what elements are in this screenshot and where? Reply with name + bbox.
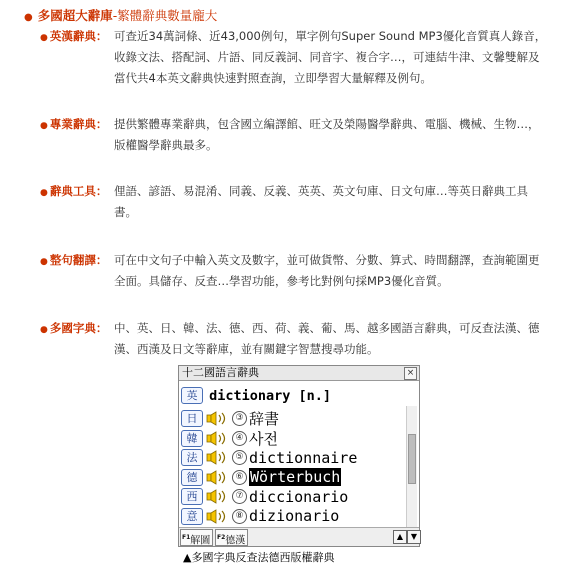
description-line: 書。 xyxy=(114,205,137,219)
window-titlebar xyxy=(179,366,419,381)
feature-description xyxy=(114,318,570,360)
entry-word: dictionnaire xyxy=(249,448,358,467)
description-line: 俚語、諺語、易混淆、同義、反義、英英、英文句庫、日文句庫…等英日辭典工具 xyxy=(114,184,528,198)
lang-button[interactable]: 韓 xyxy=(181,430,203,447)
lang-button[interactable]: 西 xyxy=(181,488,203,505)
close-icon[interactable]: × xyxy=(404,367,417,380)
feature-description xyxy=(114,250,570,292)
entry-word: 사전 xyxy=(249,429,278,448)
bullet-icon: ● xyxy=(40,33,48,43)
description-line: 當代共4本英文辭典快速對照查詢，立即學習大量解釋及例句。 xyxy=(114,71,432,85)
feature-label: ● 多國字典： xyxy=(40,321,108,335)
speaker-icon[interactable] xyxy=(206,450,230,465)
scroll-down-icon[interactable]: ▼ xyxy=(407,530,421,544)
f1-button[interactable] xyxy=(180,529,213,546)
bullet-icon: ● xyxy=(24,12,33,23)
lang-button[interactable]: 日 xyxy=(181,410,203,427)
f2-key: F2 xyxy=(217,534,226,541)
vertical-scrollbar[interactable] xyxy=(406,406,417,530)
feature-description xyxy=(114,114,570,156)
f1-label: 解圖 xyxy=(190,535,211,547)
feature-label-text: 專業辭典 xyxy=(49,117,96,131)
feature-multilingual xyxy=(40,318,570,360)
f2-label: 德漢 xyxy=(225,535,246,547)
speaker-icon[interactable] xyxy=(206,470,230,485)
description-line: 收錄文法、搭配詞、片語、同反義詞、同音字、複合字…，可連結牛津、文馨雙解及 xyxy=(114,50,540,64)
feature-sentence-translation xyxy=(40,250,570,292)
list-item[interactable] xyxy=(181,506,406,526)
dictionary-window xyxy=(178,365,420,547)
feature-label-text: 多國字典 xyxy=(49,321,96,335)
speaker-icon[interactable] xyxy=(206,411,230,426)
scroll-up-icon[interactable]: ▲ xyxy=(393,530,407,544)
entry-number: ⑦ xyxy=(232,489,247,504)
section-heading xyxy=(24,6,217,24)
description-line: 可在中文句子中輸入英文及數字，並可做貨幣、分數、算式、時間翻譯，查詢範圍更 xyxy=(114,253,540,267)
speaker-icon[interactable] xyxy=(206,509,230,524)
description-line: 提供繁體專業辭典，包含國立編譯館、旺文及榮陽醫學辭典、電腦、機械、生物…， xyxy=(114,117,540,131)
translation-list xyxy=(181,408,406,525)
entry-number: ④ xyxy=(232,431,247,446)
list-item[interactable] xyxy=(181,447,406,467)
bullet-icon: ● xyxy=(40,325,48,335)
feature-description xyxy=(114,26,570,89)
list-item[interactable] xyxy=(181,428,406,448)
feature-english-chinese xyxy=(40,26,570,89)
list-item[interactable] xyxy=(181,486,406,506)
list-item[interactable] xyxy=(181,467,406,487)
entry-word: dizionario xyxy=(249,507,340,525)
feature-label: ● 英漢辭典： xyxy=(40,29,108,43)
speaker-icon[interactable] xyxy=(206,431,230,446)
feature-tools xyxy=(40,181,570,223)
description-line: 全面。具儲存、反查…學習功能，參考比對例句採MP3優化音質。 xyxy=(114,274,449,288)
entry-number: ③ xyxy=(232,411,247,426)
window-bottombar xyxy=(179,527,419,546)
feature-professional xyxy=(40,114,570,156)
headword: dictionary [n.] xyxy=(209,387,332,404)
description-line: 中、英、日、韓、法、德、西、荷、義、葡、馬、越多國語言辭典，可反查法漢、德 xyxy=(114,321,540,335)
lang-button[interactable]: 法 xyxy=(181,449,203,466)
list-item[interactable] xyxy=(181,408,406,428)
figure-caption: ▲多國字典反查法德西版權辭典 xyxy=(183,551,335,564)
entry-number: ⑤ xyxy=(232,450,247,465)
feature-label-text: 英漢辭典 xyxy=(49,29,96,43)
description-line: 版權醫學辭典最多。 xyxy=(114,138,218,152)
feature-label: ● 專業辭典： xyxy=(40,117,108,131)
f2-button[interactable] xyxy=(215,529,248,546)
entry-word: diccionario xyxy=(249,487,349,506)
lang-button[interactable]: 意 xyxy=(181,508,203,525)
bullet-icon: ● xyxy=(40,121,48,131)
description-line: 可查近34萬詞條、近43,000例句，單字例句Super Sound MP3優化音質真人錄音， xyxy=(114,29,547,43)
lang-button-english[interactable]: 英 xyxy=(181,387,203,404)
bullet-icon: ● xyxy=(40,188,48,198)
lang-button[interactable]: 德 xyxy=(181,469,203,486)
entry-number: ⑥ xyxy=(232,470,247,485)
feature-description xyxy=(114,181,570,223)
bullet-icon: ● xyxy=(40,257,48,267)
description-line: 漢、西漢及日文等辭庫，並有關鍵字智慧搜尋功能。 xyxy=(114,342,379,356)
feature-label-text: 整句翻譯 xyxy=(49,253,96,267)
headword-row xyxy=(181,385,331,403)
feature-label: ● 辭典工具： xyxy=(40,184,108,198)
entry-word: 辞書 xyxy=(249,410,280,428)
speaker-icon[interactable] xyxy=(206,489,230,504)
scrollbar-thumb[interactable] xyxy=(408,434,416,484)
feature-label: ● 整句翻譯： xyxy=(40,253,108,267)
heading-sub: -繁體辭典數量龐大 xyxy=(112,8,218,23)
entry-number: ⑧ xyxy=(232,509,247,524)
heading-main: 多國超大辭庫 xyxy=(37,8,113,23)
f1-key: F1 xyxy=(182,534,191,541)
entry-word-selected: Wörterbuch xyxy=(250,468,341,486)
window-title: 十二國語言辭典 xyxy=(182,366,259,379)
feature-label-text: 辭典工具 xyxy=(49,184,96,198)
